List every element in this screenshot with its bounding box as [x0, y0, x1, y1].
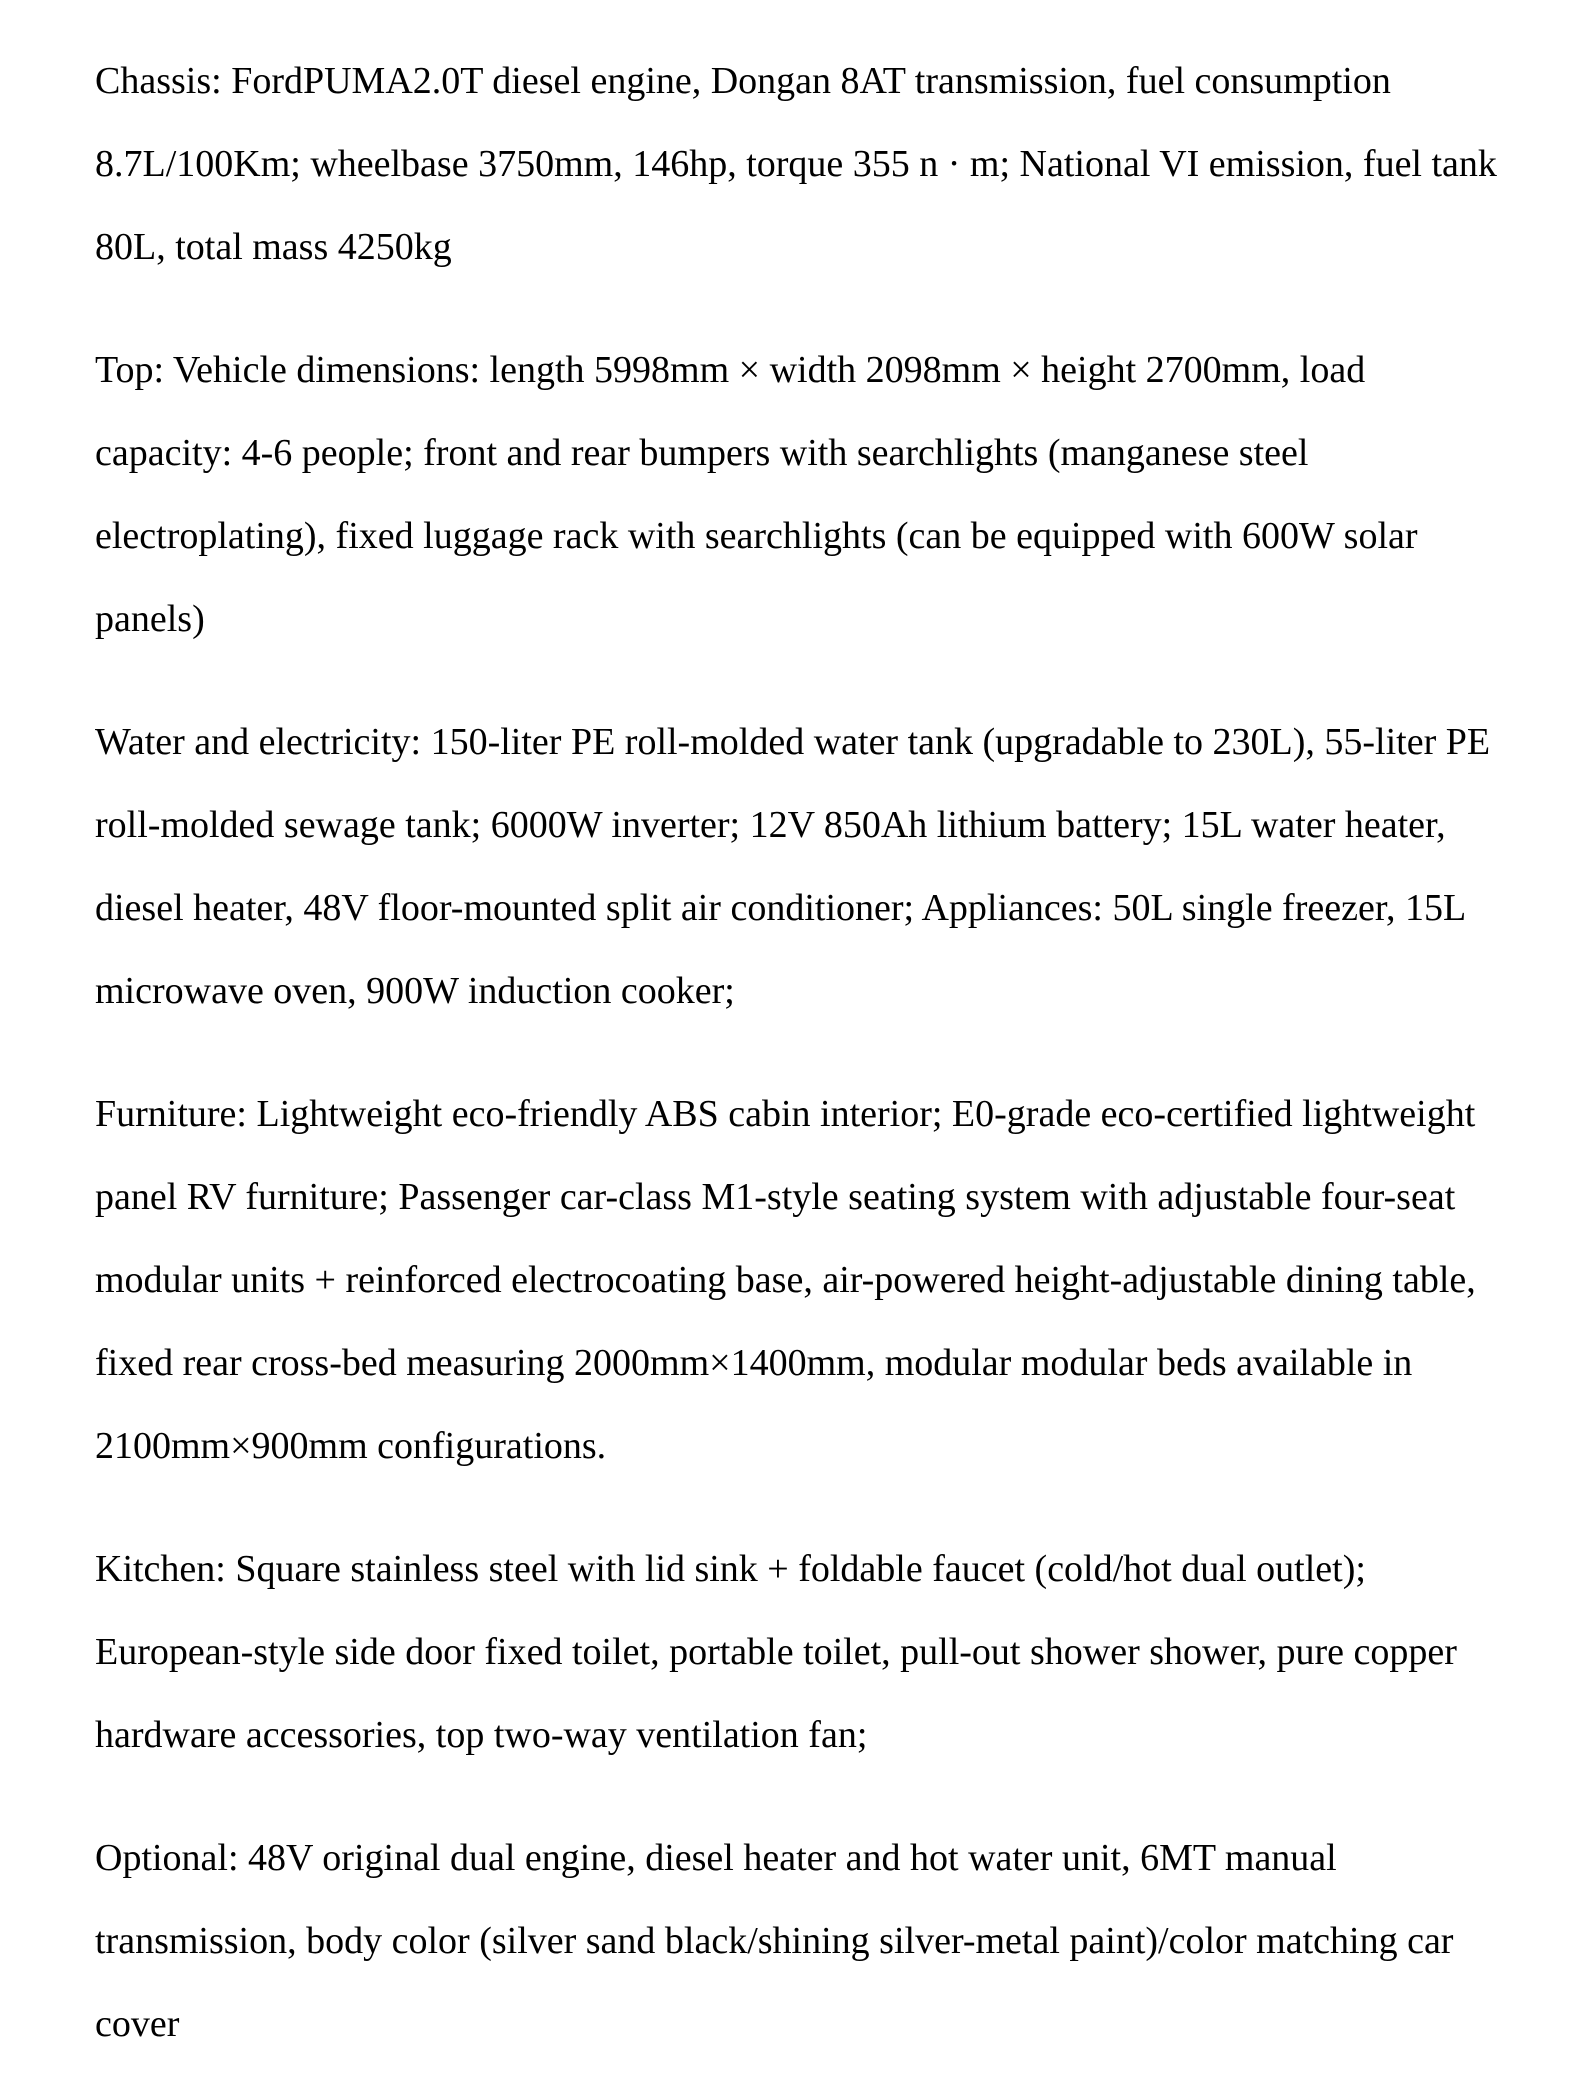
- text-line: fixed rear cross-bed measuring 2000mm×1400mm, modular modular beds available in: [95, 1342, 1413, 1384]
- text-line: panel RV furniture; Passenger car-class M1-style seating system with adjustable four-seat: [95, 1176, 1456, 1218]
- paragraph-optional: [95, 1817, 1527, 2066]
- text-line: European-style side door fixed toilet, portable toilet, pull-out shower shower, pure copper: [95, 1631, 1457, 1673]
- paragraph-chassis: [95, 40, 1527, 289]
- text-line: capacity: 4-6 people; front and rear bumpers with searchlights (manganese steel: [95, 432, 1309, 474]
- paragraph-kitchen: [95, 1528, 1527, 1777]
- paragraph-water-electricity: [95, 701, 1527, 1033]
- text-line: Kitchen: Square stainless steel with lid sink + foldable faucet (cold/hot dual outlet);: [95, 1548, 1366, 1590]
- text-line: Top: Vehicle dimensions: length 5998mm × width 2098mm × height 2700mm, load: [95, 349, 1366, 391]
- text-line: transmission, body color (silver sand black/shining silver-metal paint)/color matching car: [95, 1920, 1454, 1962]
- text-line: cover: [95, 2003, 180, 2045]
- text-line: panels): [95, 598, 205, 640]
- text-line: Furniture: Lightweight eco-friendly ABS cabin interior; E0-grade eco-certified lightweight: [95, 1093, 1476, 1135]
- text-line: 2100mm×900mm configurations.: [95, 1425, 607, 1467]
- text-line: Water and electricity: 150-liter PE roll-molded water tank (upgradable to 230L), 55-liter PE: [95, 721, 1491, 763]
- text-line: Optional: 48V original dual engine, diesel heater and hot water unit, 6MT manual: [95, 1837, 1337, 1879]
- text-line: modular units + reinforced electrocoating base, air-powered height-adjustable dining table,: [95, 1259, 1476, 1301]
- text-line: Chassis: FordPUMA2.0T diesel engine, Dongan 8AT transmission, fuel consumption: [95, 60, 1391, 102]
- paragraph-top: [95, 329, 1527, 661]
- text-line: microwave oven, 900W induction cooker;: [95, 970, 735, 1012]
- text-line: roll-molded sewage tank; 6000W inverter; 12V 850Ah lithium battery; 15L water heater,: [95, 804, 1446, 846]
- text-line: 8.7L/100Km; wheelbase 3750mm, 146hp, torque 355 n · m; National VI emission, fuel tank: [95, 143, 1497, 185]
- text-line: electroplating), fixed luggage rack with searchlights (can be equipped with 600W solar: [95, 515, 1418, 557]
- paragraph-furniture: [95, 1073, 1527, 1488]
- text-line: 80L, total mass 4250kg: [95, 226, 452, 268]
- text-line: diesel heater, 48V floor-mounted split air conditioner; Appliances: 50L single freezer, 15L: [95, 887, 1467, 929]
- text-line: hardware accessories, top two-way ventilation fan;: [95, 1714, 868, 1756]
